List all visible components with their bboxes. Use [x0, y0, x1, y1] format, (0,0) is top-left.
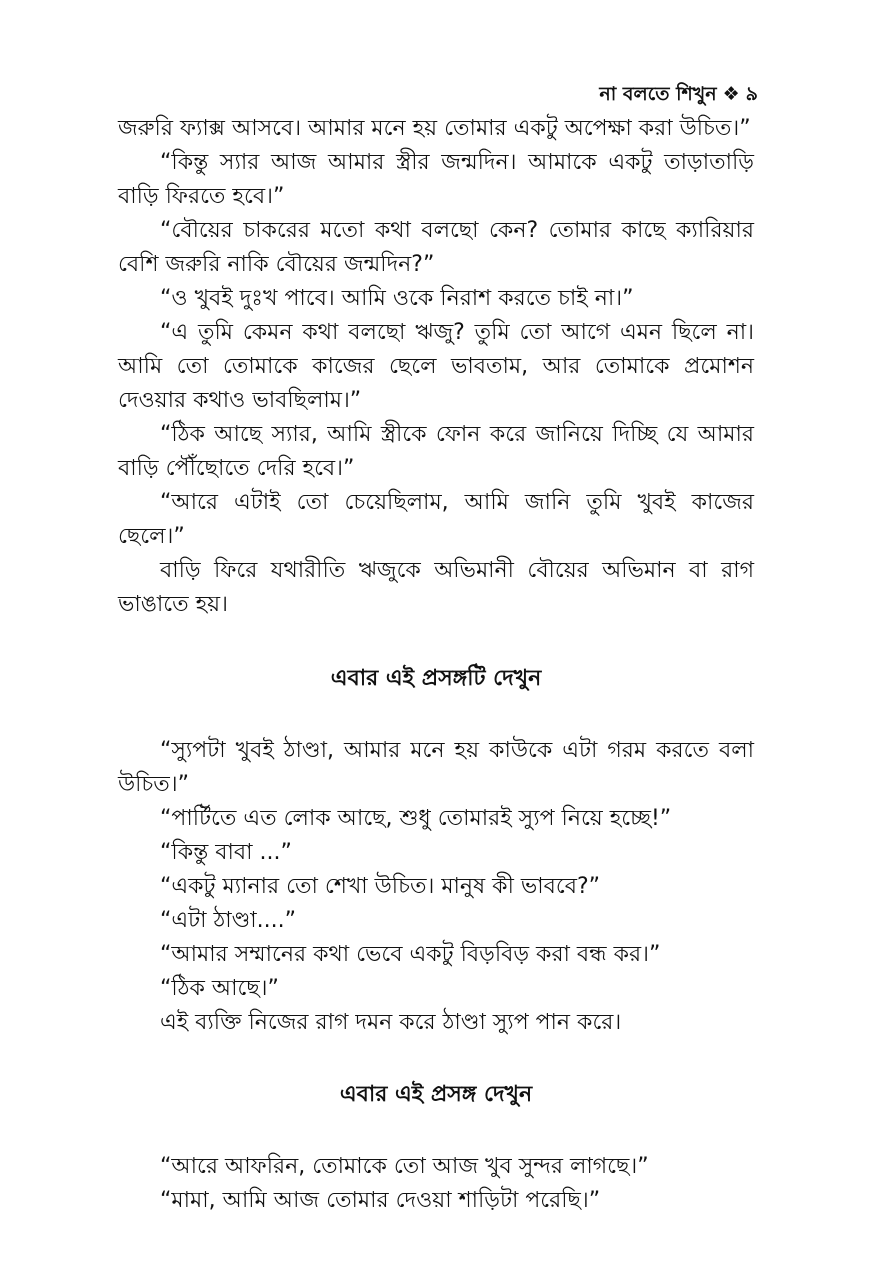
paragraph: “স্যুপটা খুবই ঠাণ্ডা, আমার মনে হয় কাউকে এটা গরম করতে বলা উচিত।” — [118, 738, 754, 797]
paragraph: “বৌয়ের চাকরের মতো কথা বলছো কেন? তোমার কাছে ক্যারিয়ার বেশি জরুরি নাকি বৌয়ের জন্মদিন?” — [118, 218, 754, 277]
header-title: না বলতে শিখুন — [599, 83, 717, 105]
paragraph: “একটু ম্যানার তো শেখা উচিত। মানুষ কী ভাববে?” — [160, 874, 601, 899]
ornament-icon: ❖ — [722, 83, 740, 105]
page-number: ৯ — [745, 83, 758, 105]
paragraph: এই ব্যক্তি নিজের রাগ দমন করে ঠাণ্ডা স্যুপ পান করে। — [160, 1010, 622, 1035]
paragraph: “কিন্তু স্যার আজ আমার স্ত্রীর জন্মদিন। আমাকে একটু তাড়াতাড়ি বাড়ি ফিরতে হবে।” — [118, 150, 754, 209]
paragraph: জরুরি ফ্যাক্স আসবে। আমার মনে হয় তোমার একটু অপেক্ষা করা উচিত।” — [118, 116, 751, 141]
paragraph: “মামা, আমি আজ তোমার দেওয়া শাড়িটা পরেছি।” — [160, 1188, 601, 1213]
running-header — [599, 80, 758, 112]
paragraph: “আরে এটাই তো চেয়েছিলাম, আমি জানি তুমি খুবই কাজের ছেলে।” — [118, 490, 754, 549]
paragraph: “এ তুমি কেমন কথা বলছো ঋজু? তুমি তো আগে এমন ছিলে না। আমি তো তোমাকে কাজের ছেলে ভাবতাম, আর তোমাকে প্রমোশন দেওয়ার কথাও ভাবছিলাম।” — [118, 320, 754, 413]
section-heading: এবার এই প্রসঙ্গ দেখুন — [339, 1082, 533, 1107]
paragraph: “ঠিক আছে।” — [160, 976, 279, 1001]
paragraph: “ও খুবই দুঃখ পাবে। আমি ওকে নিরাশ করতে চাই না।” — [160, 286, 634, 311]
paragraph: “আমার সম্মানের কথা ভেবে একটু বিড়বিড় করা বন্ধ কর।” — [160, 942, 661, 967]
paragraph: “আরে আফরিন, তোমাকে তো আজ খুব সুন্দর লাগছে।” — [160, 1154, 649, 1179]
paragraph: “ঠিক আছে স্যার, আমি স্ত্রীকে ফোন করে জানিয়ে দিচ্ছি যে আমার বাড়ি পৌঁছোতে দেরি হবে।” — [118, 422, 754, 481]
paragraph: “কিন্তু বাবা ...” — [160, 840, 292, 865]
section-heading: এবার এই প্রসঙ্গটি দেখুন — [330, 666, 542, 691]
page-body — [118, 112, 754, 1218]
paragraph: “এটা ঠাণ্ডা....” — [160, 908, 297, 933]
paragraph: বাড়ি ফিরে যথারীতি ঋজুকে অভিমানী বৌয়ের অভিমান বা রাগ ভাঙাতে হয়। — [118, 558, 754, 617]
paragraph: “পার্টিতে এত লোক আছে, শুধু তোমারই স্যুপ নিয়ে হচ্ছে!” — [160, 806, 672, 831]
